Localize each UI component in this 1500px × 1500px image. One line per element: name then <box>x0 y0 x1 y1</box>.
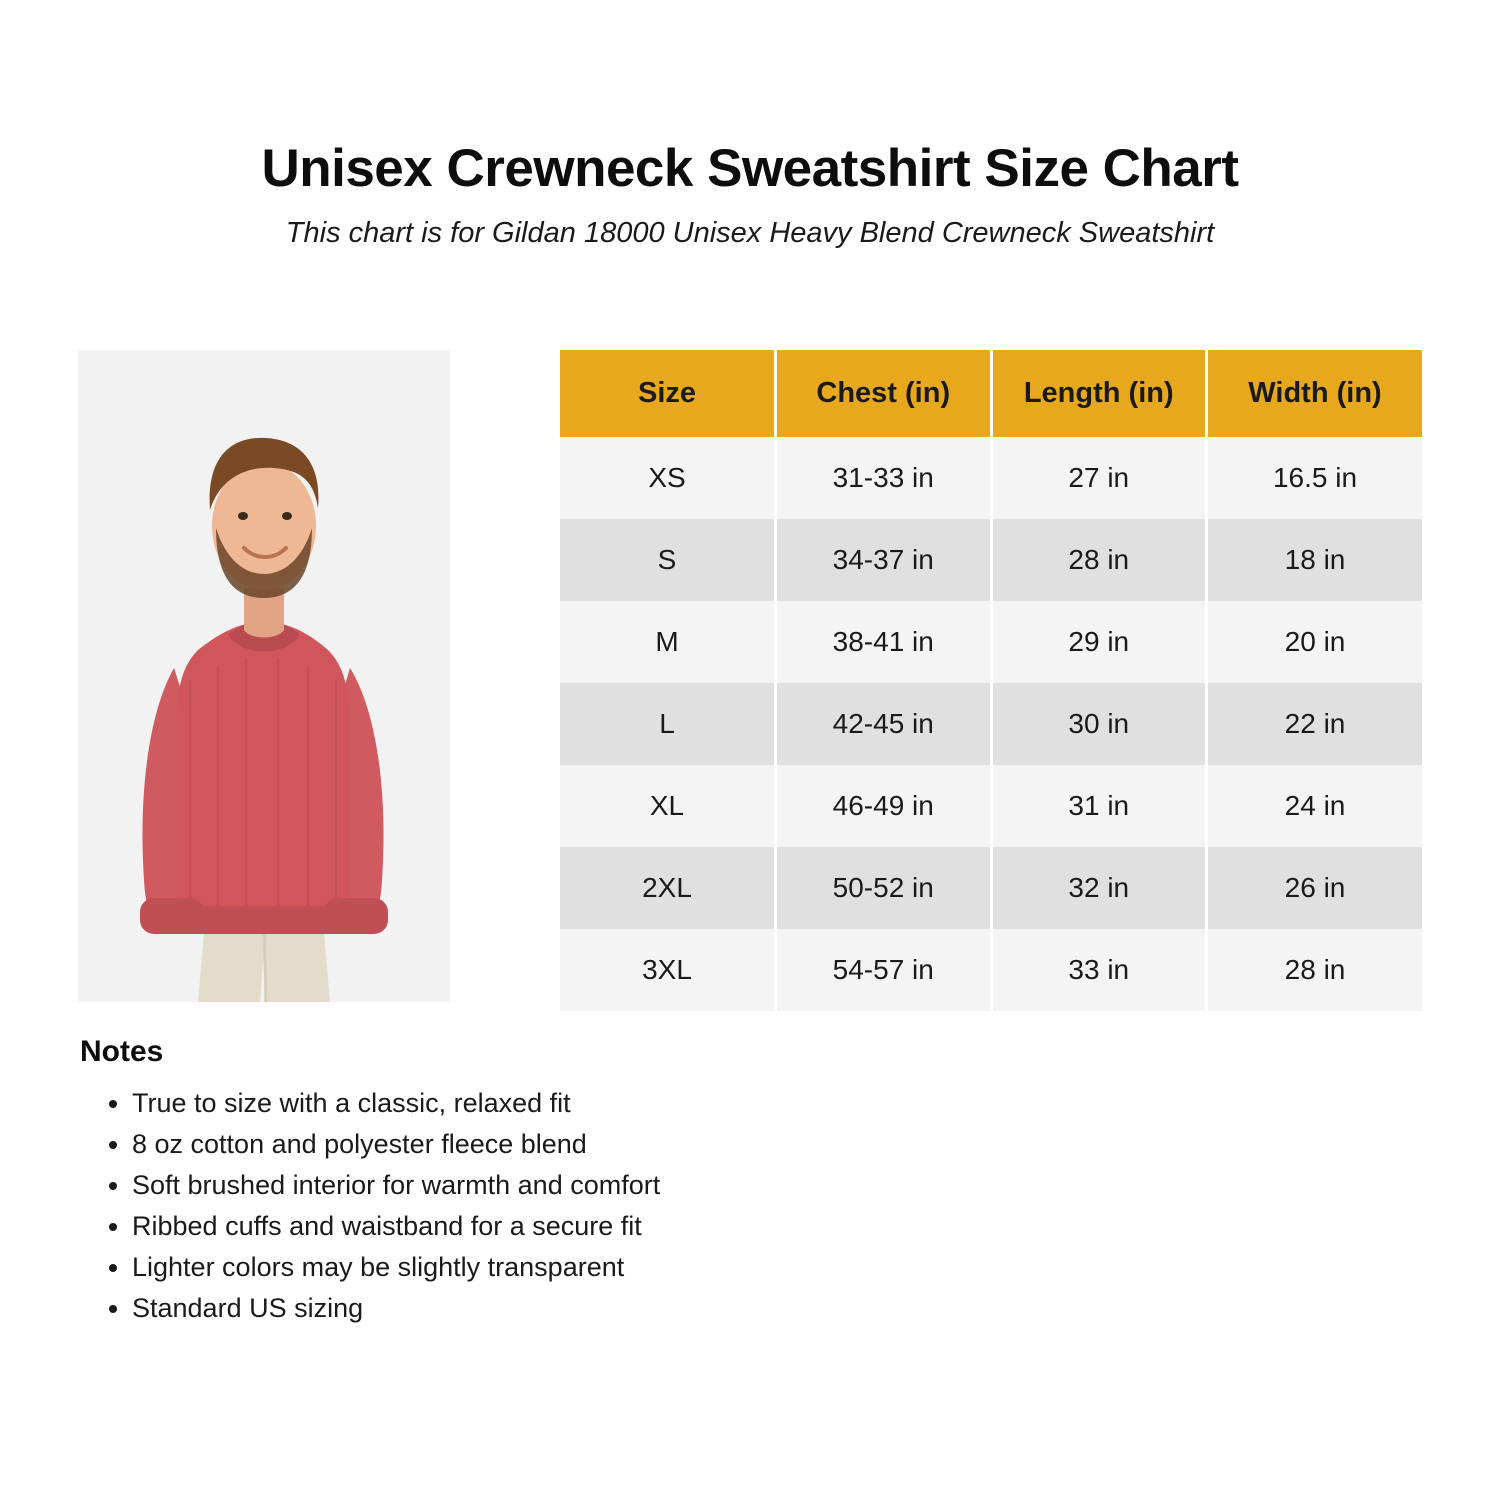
table-row <box>560 765 1422 847</box>
table-header-row <box>560 350 1422 437</box>
cell-size: L <box>560 683 776 765</box>
cell-length: 33 in <box>991 929 1207 1011</box>
notes-title: Notes <box>80 1035 164 1068</box>
cell-size: S <box>560 519 776 601</box>
size-table-head <box>560 350 1422 437</box>
cell-size: XL <box>560 765 776 847</box>
cell-width: 20 in <box>1207 601 1423 683</box>
list-item: • Lighter colors may be slightly transparent <box>132 1247 1420 1288</box>
notes-list <box>80 1083 1420 1329</box>
cell-length: 28 in <box>991 519 1207 601</box>
list-item: • Soft brushed interior for warmth and comfort <box>132 1165 1420 1206</box>
list-item: • 8 oz cotton and polyester fleece blend <box>132 1124 1420 1165</box>
column-header-length: Length (in) <box>991 350 1207 437</box>
cell-chest: 42-45 in <box>776 683 992 765</box>
cell-length: 32 in <box>991 847 1207 929</box>
cell-length: 27 in <box>991 437 1207 519</box>
cell-chest: 34-37 in <box>776 519 992 601</box>
list-item: • True to size with a classic, relaxed fit <box>132 1083 1420 1124</box>
model-illustration <box>78 350 450 1002</box>
cell-chest: 38-41 in <box>776 601 992 683</box>
cell-width: 18 in <box>1207 519 1423 601</box>
page-subtitle: This chart is for Gildan 18000 Unisex Heavy Blend Crewneck Sweatshirt <box>285 217 1215 250</box>
cell-size: XS <box>560 437 776 519</box>
cell-width: 26 in <box>1207 847 1423 929</box>
table-row <box>560 437 1422 519</box>
notes-section <box>80 1035 1420 1329</box>
cell-width: 16.5 in <box>1207 437 1423 519</box>
cell-length: 31 in <box>991 765 1207 847</box>
chart-content <box>78 350 1422 1011</box>
column-header-chest: Chest (in) <box>776 350 992 437</box>
page-header <box>0 0 1500 251</box>
cell-length: 30 in <box>991 683 1207 765</box>
column-header-size: Size <box>560 350 776 437</box>
size-table-body <box>560 437 1422 1011</box>
table-row <box>560 601 1422 683</box>
table-row <box>560 847 1422 929</box>
size-table <box>560 350 1422 1011</box>
page-title: Unisex Crewneck Sweatshirt Size Chart <box>261 139 1239 198</box>
column-header-width: Width (in) <box>1207 350 1423 437</box>
cell-width: 24 in <box>1207 765 1423 847</box>
cell-width: 22 in <box>1207 683 1423 765</box>
list-item: • Ribbed cuffs and waistband for a secure fit <box>132 1206 1420 1247</box>
size-table-container <box>560 350 1422 1011</box>
cell-chest: 54-57 in <box>776 929 992 1011</box>
cell-width: 28 in <box>1207 929 1423 1011</box>
cell-chest: 46-49 in <box>776 765 992 847</box>
cell-size: 3XL <box>560 929 776 1011</box>
cell-length: 29 in <box>991 601 1207 683</box>
cell-size: M <box>560 601 776 683</box>
table-row <box>560 929 1422 1011</box>
cell-chest: 31-33 in <box>776 437 992 519</box>
table-row <box>560 683 1422 765</box>
product-photo <box>78 350 450 1002</box>
table-row <box>560 519 1422 601</box>
cell-chest: 50-52 in <box>776 847 992 929</box>
list-item: • Standard US sizing <box>132 1288 1420 1329</box>
cell-size: 2XL <box>560 847 776 929</box>
